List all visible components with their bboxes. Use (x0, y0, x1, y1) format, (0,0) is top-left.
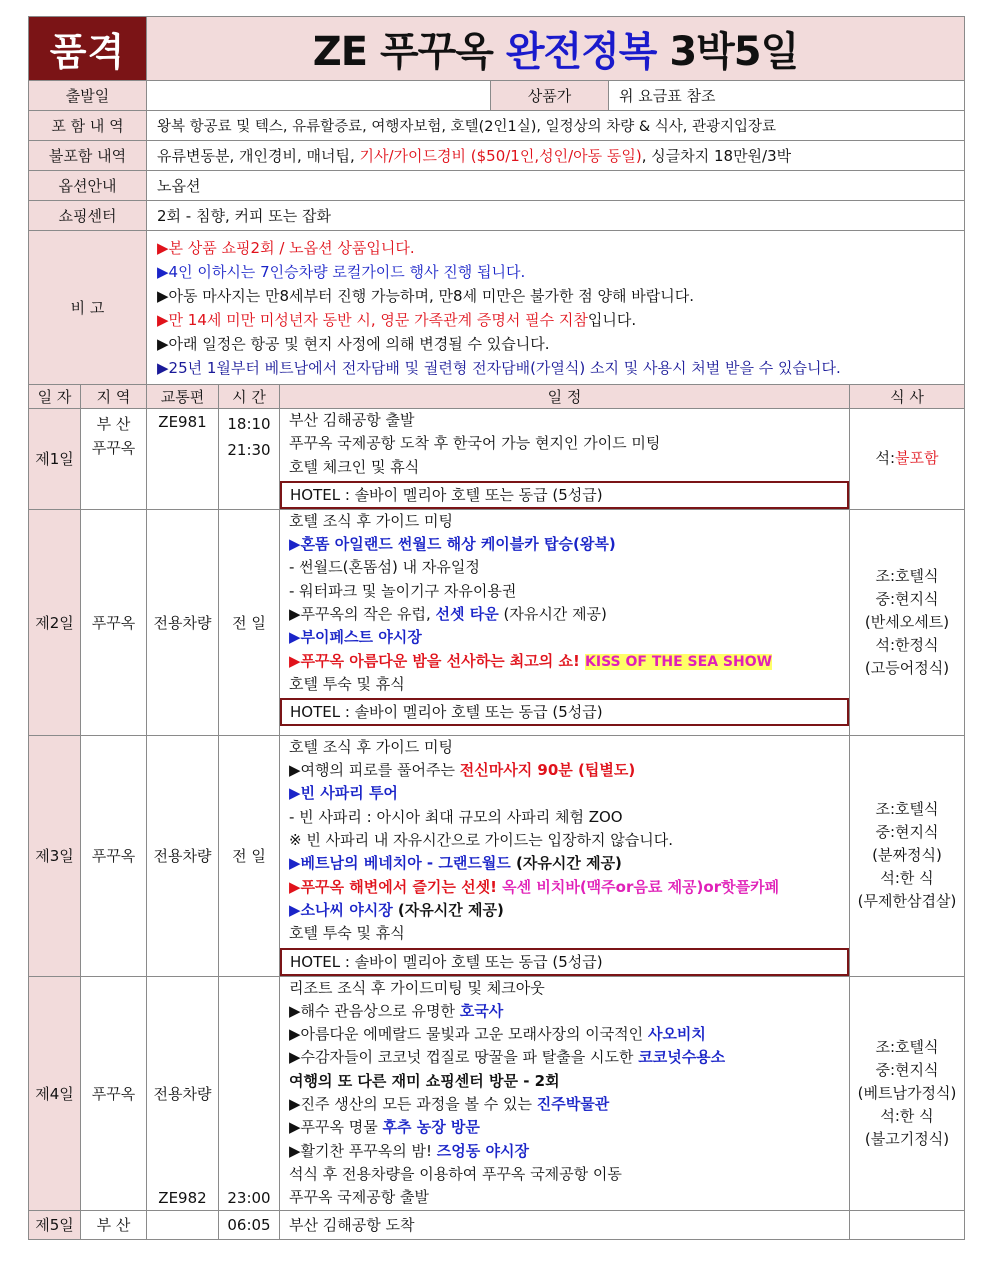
meal-text: (무제한삼겹살) (857, 892, 957, 911)
itinerary-line (280, 1046, 849, 1069)
remark-item: ▶4인 이하시는 7인승차량 로컬가이드 행사 진행 됩니다. (157, 262, 526, 281)
remark-item: ▶25년 1월부터 베트남에서 전자담배 및 궐련형 전자담배(가열식) 소지 및 사용시 처벌 받을 수 있습니다. (157, 358, 841, 377)
day-row (29, 1210, 965, 1239)
highlight-text: ▶소나씨 야시장 (289, 900, 393, 919)
itinerary-line (280, 650, 849, 673)
itinerary-line: - 워터파크 및 놀이기구 자유이용권 (289, 581, 517, 600)
included-value: 왕복 항공료 및 텍스, 유류할증료, 여행자보험, 호텔(2인1실), 일정상의 차량 & 식사, 관광지입장료 (147, 111, 965, 141)
transport-cell (147, 1210, 219, 1239)
meal-text: 중:현지식 (875, 823, 939, 842)
meal-cell (850, 1210, 965, 1239)
region-cell: 푸꾸옥 (81, 976, 147, 1210)
highlight-text: 코코넛수용소 (638, 1048, 726, 1067)
itinerary-text: (자유시간 제공) (498, 605, 607, 624)
itinerary-line: 호텔 조식 후 가이드 미팅 (289, 737, 453, 756)
highlight-text: 후추 농장 방문 (382, 1118, 480, 1137)
itinerary-cell: 부산 김해공항 도착 (280, 1210, 850, 1239)
remark-item: ▶아동 마사지는 만8세부터 진행 가능하며, 만8세 미만은 불가한 점 양해 바랍니다. (157, 286, 695, 305)
day-label: 제2일 (29, 509, 81, 735)
transport-cell: 전용차량 (147, 735, 219, 976)
itinerary-line: ※ 빈 사파리 내 자유시간으로 가이드는 입장하지 않습니다. (289, 831, 673, 850)
time-cell: 06:05 (219, 1210, 280, 1239)
highlight-text: ▶베트남의 베네치아 - 그랜드월드 (289, 854, 511, 873)
time-cell (219, 409, 280, 510)
meal-text: 석:한 식 (880, 869, 934, 888)
meal-excluded-text: 불포함 (895, 449, 939, 468)
tour-info-table (28, 16, 965, 385)
meal-text: (베트남가정식) (857, 1083, 957, 1102)
itinerary-sheet (28, 16, 964, 1240)
meal-text: (고등어정식) (864, 658, 950, 677)
remark-item: ▶본 상품 쇼핑2회 / 노옵션 상품입니다. (157, 238, 415, 257)
region-text: 푸꾸옥 (91, 439, 136, 457)
shopping-value: 2회 - 침향, 커피 또는 잡화 (147, 201, 965, 231)
itinerary-line: - 썬월드(혼똠섬) 내 자유일정 (289, 558, 480, 577)
highlight-text: ▶푸꾸옥 해변에서 즐기는 선셋! (289, 877, 503, 896)
price-value: 위 요금표 참조 (609, 81, 965, 111)
region-cell: 푸꾸옥 (81, 735, 147, 976)
itinerary-line: 푸꾸옥 국제공항 도착 후 한국어 가능 현지인 가이드 미팅 (289, 434, 661, 453)
itinerary-line: 푸꾸옥 국제공항 출발 (289, 1188, 429, 1207)
remarks-list (147, 231, 965, 385)
itinerary-text: (자유시간 제공) (392, 900, 504, 919)
meal-text: 석:한정식 (875, 635, 939, 654)
itinerary-line (280, 1000, 849, 1023)
departure-value (147, 81, 491, 111)
meal-text: 조:호텔식 (875, 566, 939, 585)
options-label: 옵션안내 (29, 171, 147, 201)
meal-text: (반세오세트) (864, 612, 950, 631)
meal-text: 중:현지식 (875, 589, 939, 608)
itinerary-line: ▶빈 사파리 투어 (289, 784, 398, 803)
highlight-text: 사오비치 (647, 1025, 706, 1044)
time-cell: 전 일 (219, 735, 280, 976)
meal-cell (850, 735, 965, 976)
transport-cell: ZE981 (147, 409, 219, 510)
region-cell: 부 산 (81, 1210, 147, 1239)
itinerary-line (280, 1093, 849, 1116)
time-text: 21:30 (227, 441, 271, 459)
itinerary-line (280, 1023, 849, 1046)
meal-text: (불고기정식) (864, 1129, 950, 1148)
itinerary-line: ▶부이페스트 야시장 (289, 628, 422, 647)
transport-cell: 전용차량 (147, 509, 219, 735)
day-row (29, 509, 965, 735)
hotel-box: HOTEL : 솔바이 멜리아 호텔 또는 동급 (5성급) (280, 698, 849, 726)
itinerary-cell (280, 409, 850, 510)
col-meals: 식 사 (850, 385, 965, 409)
highlight-text: 호국사 (459, 1001, 504, 1020)
itinerary-text: ▶아름다운 에메랄드 물빛과 고운 모래사장의 이국적인 (289, 1025, 648, 1044)
excluded-label: 불포함 내역 (29, 141, 147, 171)
itinerary-line: 호텔 투숙 및 휴식 (289, 674, 405, 693)
meal-text: 석:한 식 (880, 1106, 934, 1125)
transport-text: 전용차량 (153, 1084, 212, 1103)
meal-text: 조:호텔식 (875, 800, 939, 819)
highlight-text: 진주박물관 (536, 1095, 610, 1114)
itinerary-cell (280, 976, 850, 1210)
meal-cell (850, 409, 965, 510)
itinerary-line: 리조트 조식 후 가이드미팅 및 체크아웃 (289, 978, 545, 997)
col-transport: 교통편 (147, 385, 219, 409)
remark-item: ▶아래 일정은 항공 및 현지 사정에 의해 변경될 수 있습니다. (157, 334, 550, 353)
itinerary-line: 여행의 또 다른 재미 쇼핑센터 방문 - 2회 (289, 1071, 560, 1090)
itinerary-line: ▶혼똠 아일랜드 썬월드 해상 케이블카 탑승(왕복) (289, 535, 616, 554)
title-suffix: 3박5일 (656, 29, 799, 75)
itinerary-cell (280, 735, 850, 976)
col-day: 일 자 (29, 385, 81, 409)
itinerary-text: ▶진주 생산의 모든 과정을 볼 수 있는 (289, 1095, 537, 1114)
remark-red-text: ▶만 14세 미만 미성년자 동반 시, 영문 가족관계 증명서 필수 지참 (157, 310, 588, 329)
itinerary-text: ▶해수 관음상으로 유명한 (289, 1001, 460, 1020)
highlight-text: 즈엉동 야시장 (436, 1141, 529, 1160)
meal-text: 석: (875, 449, 896, 468)
meal-text: (분짜정식) (872, 846, 942, 865)
itinerary-line (280, 876, 849, 899)
show-name-text: KISS OF THE SEA SHOW (585, 653, 773, 670)
region-cell (81, 409, 147, 510)
day-label: 제5일 (29, 1210, 81, 1239)
day-row (29, 735, 965, 976)
itinerary-line (280, 899, 849, 922)
included-label: 포 함 내 역 (29, 111, 147, 141)
itinerary-line: 석식 후 전용차량을 이용하여 푸꾸옥 국제공항 이동 (289, 1164, 622, 1183)
title-highlight: 완전정복 (505, 29, 657, 75)
region-cell: 푸꾸옥 (81, 509, 147, 735)
time-cell: 전 일 (219, 509, 280, 735)
itinerary-text: ▶여행의 피로를 풀어주는 (289, 761, 460, 780)
time-text: 18:10 (227, 415, 271, 433)
remarks-label: 비 고 (29, 231, 147, 385)
hotel-box: HOTEL : 솔바이 멜리아 호텔 또는 동급 (5성급) (280, 481, 849, 509)
highlight-text: 선셋 타운 (435, 605, 499, 624)
transport-cell (147, 976, 219, 1210)
highlight-text: ▶푸꾸옥 아름다운 밤을 선사하는 최고의 쇼! (289, 651, 586, 670)
time-cell: 23:00 (219, 976, 280, 1210)
col-itinerary: 일 정 (280, 385, 850, 409)
itinerary-text: ▶푸꾸옥의 작은 유럽, (289, 605, 436, 624)
col-time: 시 간 (219, 385, 280, 409)
col-region: 지 역 (81, 385, 147, 409)
grade-badge: 품격 (29, 17, 147, 81)
itinerary-line: - 빈 사파리 : 아시아 최대 규모의 사파리 체험 ZOO (289, 807, 623, 826)
itinerary-text: ▶활기찬 푸꾸옥의 밤! (289, 1141, 437, 1160)
departure-label: 출발일 (29, 81, 147, 111)
itinerary-line (280, 759, 849, 782)
transport-text: ZE982 (158, 1188, 207, 1207)
day-label: 제4일 (29, 976, 81, 1210)
itinerary-line: 호텔 조식 후 가이드 미팅 (289, 511, 453, 530)
itinerary-line (280, 852, 849, 875)
itinerary-line (280, 603, 849, 626)
single-charge-text: , 싱글차지 18만원/3박 (641, 147, 792, 165)
guide-fee-text: 기사/가이드경비 ($50/1인,성인/아동 동일) (359, 147, 642, 165)
highlight-text: 전신마사지 90분 (팁별도) (459, 761, 636, 780)
excluded-value (147, 141, 965, 171)
itinerary-line: 호텔 투숙 및 휴식 (289, 924, 405, 943)
meal-cell (850, 509, 965, 735)
meal-cell (850, 976, 965, 1210)
itinerary-line: 부산 김해공항 출발 (289, 411, 415, 429)
page-title (147, 17, 965, 81)
itinerary-line (280, 1116, 849, 1139)
itinerary-line: 호텔 체크인 및 휴식 (289, 457, 420, 476)
itinerary-text: (자유시간 제공) (510, 854, 622, 873)
shopping-label: 쇼핑센터 (29, 201, 147, 231)
itinerary-text: ▶수감자들이 코코넛 껍질로 땅꿀을 파 탈출을 시도한 (289, 1048, 639, 1067)
schedule-table (28, 384, 965, 1240)
day-label: 제3일 (29, 735, 81, 976)
title-prefix: ZE 푸꾸옥 (312, 29, 506, 75)
day-row (29, 409, 965, 510)
itinerary-cell (280, 509, 850, 735)
meal-text: 조:호텔식 (875, 1037, 939, 1056)
region-text: 부 산 (96, 415, 131, 433)
day-row (29, 976, 965, 1210)
remark-item (157, 308, 954, 332)
highlight-text: 옥센 비치바(맥주or음료 제공)or핫플카페 (502, 877, 780, 896)
meal-text: 중:현지식 (875, 1060, 939, 1079)
day-label: 제1일 (29, 409, 81, 510)
excluded-text: 유류변동분, 개인경비, 매너팁, (157, 147, 360, 165)
price-label: 상품가 (491, 81, 609, 111)
itinerary-line (280, 1140, 849, 1163)
options-value: 노옵션 (147, 171, 965, 201)
remark-text: 입니다. (587, 310, 637, 329)
hotel-box: HOTEL : 솔바이 멜리아 호텔 또는 동급 (5성급) (280, 948, 849, 976)
itinerary-text: ▶푸꾸옥 명물 (289, 1118, 383, 1137)
